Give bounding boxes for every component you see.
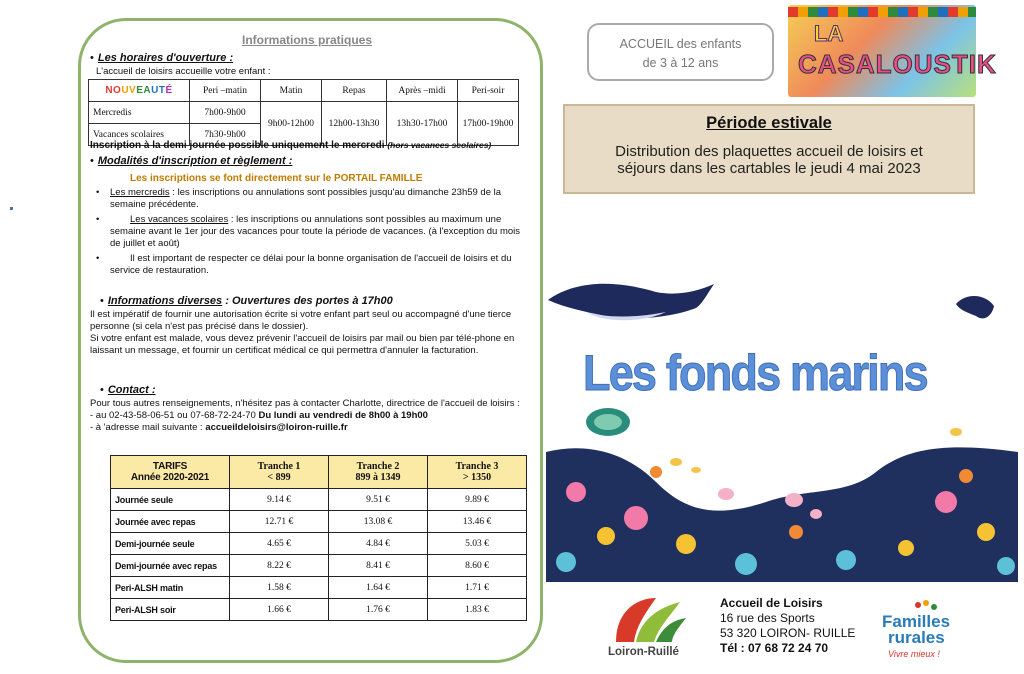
row-mercredis: Mercredis (89, 102, 190, 124)
accueil-line-1: ACCUEIL des enfants (619, 37, 742, 51)
tarif-row: Journée avec repas 12.71 € 13.08 € 13.46 € (111, 511, 527, 533)
horaires-section: • Les horaires d'ouverture : L'accueil de loisirs accueille votre enfant : (90, 48, 530, 78)
portail-famille: Les inscriptions se font directement sur le PORTAIL FAMILLE (130, 173, 423, 184)
casaloustik-logo: LA CASALOUSTIK (788, 5, 976, 97)
contact-phone: - au 02-43-58-06-51 ou 07-68-72-24-70 Du lundi au vendredi de 8h00 à 19h00 (90, 410, 428, 421)
demi-journee-text: Inscription à la demi journée possible uniquement le mercredi (90, 140, 385, 151)
contact-section: • Contact : Pour tous autres renseignements, n'hésitez pas à contacter Charlotte, directrice de l'accueil de loisirs : - au 02-43-58-06-51 ou 07-68-72-24-70 Du lundi au vendredi de 8h00 à 19h00 - à 'adresse mail suivante : accueildeloisirs@loiron-ruille.fr (90, 380, 530, 434)
familles-word: Familles (882, 612, 951, 631)
demi-journee-note: (hors vacances scolaires) (387, 140, 492, 150)
horaires-intro: L'accueil de loisirs accueille votre enfant : (96, 66, 271, 77)
seafloor (546, 447, 1018, 582)
bunting-flags (788, 7, 976, 17)
info-title: Informations pratiques (242, 33, 373, 47)
divers-title: Informations diverses (107, 295, 223, 307)
header-apres-midi: Après –midi (387, 80, 458, 102)
header-peri-matin: Peri –matin (190, 80, 261, 102)
inscription-section: Inscription à la demi journée possible uniquement le mercredi (hors vacances scolaires) • Modalités d'inscription et règlement : Les inscriptions se font directement sur le PORTAIL FAMILLE • Les mercredis : les inscriptions ou annulations sont possibles jusqu'au dimanche 23h59 de la semaine précédente. • Les vacances scolaires : les inscriptions ou annulations sont possibles au maximum une semaine avant le 1er jour des vacances pour toute la période de vacances. (à l'exception du mois de juillet et août) • Il est important de respecter ce délai pour la bonne organisation de l'accueil de loisirs et du service de restauration. (90, 140, 530, 277)
vacances-item: • Les vacances scolaires : les inscriptions ou annulations sont possibles au maximum une semaine avant le 1er jour des vacances pour toute la période de vacances. (à l'exception du mois de juillet et août) (96, 214, 521, 249)
contact-title: Contact : (107, 384, 156, 396)
ocean-illustration (546, 282, 1018, 582)
familles-slogan: Vivre mieux ! (888, 649, 940, 659)
divers-subtitle: : Ouvertures des portes à 17h00 (222, 295, 393, 307)
mercredis-peri: 7h00-9h00 (190, 102, 261, 124)
accueil-box (587, 23, 774, 81)
hours-table (88, 79, 519, 146)
tarif-row: Demi-journée seule 4.65 € 4.84 € 5.03 € (111, 533, 527, 555)
header-peri-soir: Peri-soir (458, 80, 519, 102)
whale-icon (548, 284, 714, 319)
peri-soir-value: 17h00-19h00 (458, 102, 519, 146)
tarifs-table (110, 455, 527, 621)
address-phone: Tél : 07 68 72 24 70 (720, 641, 829, 655)
horaires-title: Les horaires d'ouverture : (97, 52, 234, 64)
periode-title: Période estivale (706, 114, 832, 132)
rurales-word: rurales (888, 628, 945, 647)
tarif-row: Journée seule 9.14 € 9.51 € 9.89 € (111, 489, 527, 511)
repas-value: 12h00-13h30 (322, 102, 387, 146)
tranche-2-header: Tranche 2 899 à 1349 (329, 456, 428, 489)
address-line-2: 53 320 LOIRON- RUILLE (720, 626, 856, 640)
row-vacances: Vacances scolaires (89, 124, 190, 146)
address-block (720, 596, 855, 656)
stray-dot (10, 207, 13, 210)
divers-p2: Si votre enfant est malade, vous devez prévenir l'accueil de loisirs par mail ou bien par télé-phone en laissant un message, et fournir un certificat médical ce qui permettra d'annuler la facturation. (90, 333, 515, 356)
vacances-peri: 7h30-9h00 (190, 124, 261, 146)
respect-item: • Il est important de respecter ce délai pour la bonne organisation de l'accueil de loisirs et du service de restauration. (96, 253, 512, 276)
periode-text: Distribution des plaquettes accueil de loisirs et séjours dans les cartables le jeudi 4 mai 2023 (615, 143, 923, 177)
contact-intro: Pour tous autres renseignements, n'hésitez pas à contacter Charlotte, directrice de l'accueil de loisirs : (90, 398, 520, 409)
tarif-row: Peri-ALSH matin 1.58 € 1.64 € 1.71 € (111, 577, 527, 599)
loiron-label: Loiron-Ruillé (608, 646, 679, 658)
accueil-line-2: de 3 à 12 ans (642, 56, 719, 70)
tarif-row: Demi-journée avec repas 8.22 € 8.41 € 8.60 € (111, 555, 527, 577)
tarif-row: Peri-ALSH soir 1.66 € 1.76 € 1.83 € (111, 599, 527, 621)
theme-title: Les fonds marins (583, 345, 927, 401)
matin-value: 9h00-12h00 (261, 102, 322, 146)
modalites-title: Modalités d'inscription et règlement : (97, 155, 293, 167)
divers-p1: Il est impératif de fournir une autorisation écrite si votre enfant part seul ou accompagné d'une tierce personne (si cela n'est pas précisé dans le dossier). (90, 309, 512, 332)
apres-midi-value: 13h30-17h00 (387, 102, 458, 146)
tarifs-header: TARIFS Année 2020-2021 (111, 456, 230, 489)
tranche-3-header: Tranche 3 > 1350 (428, 456, 527, 489)
penguin-icon (956, 296, 994, 318)
contact-mail-link[interactable]: accueildeloisirs@loiron-ruille.fr (205, 422, 348, 433)
header-repas: Repas (322, 80, 387, 102)
address-line-1: 16 rue des Sports (720, 611, 815, 625)
divers-section: • Informations diverses : Ouvertures des portes à 17h00 Il est impératif de fournir une autorisation écrite si votre enfant part seul ou accompagné d'une tierce personne (si cela n'est pas précisé dans le dossier). Si votre enfant est malade, vous devez prévenir l'accueil de loisirs par mail ou bien par télé-phone en laissant un message, et fournir un certificat médical ce qui permettra d'annuler la facturation. (90, 291, 530, 357)
contact-mail: - à 'adresse mail suivante : accueildeloisirs@loiron-ruille.fr (90, 422, 348, 433)
tranche-1-header: Tranche 1 < 899 (230, 456, 329, 489)
mercredis-item: • Les mercredis : les inscriptions ou annulations sont possibles jusqu'au dimanche 23h59 de la semaine précédente. (96, 187, 502, 210)
header-matin: Matin (261, 80, 322, 102)
address-title: Accueil de Loisirs (720, 596, 823, 610)
periode-box (563, 104, 975, 194)
nouveaute-badge: NOUVEAUTÉ (89, 80, 190, 102)
